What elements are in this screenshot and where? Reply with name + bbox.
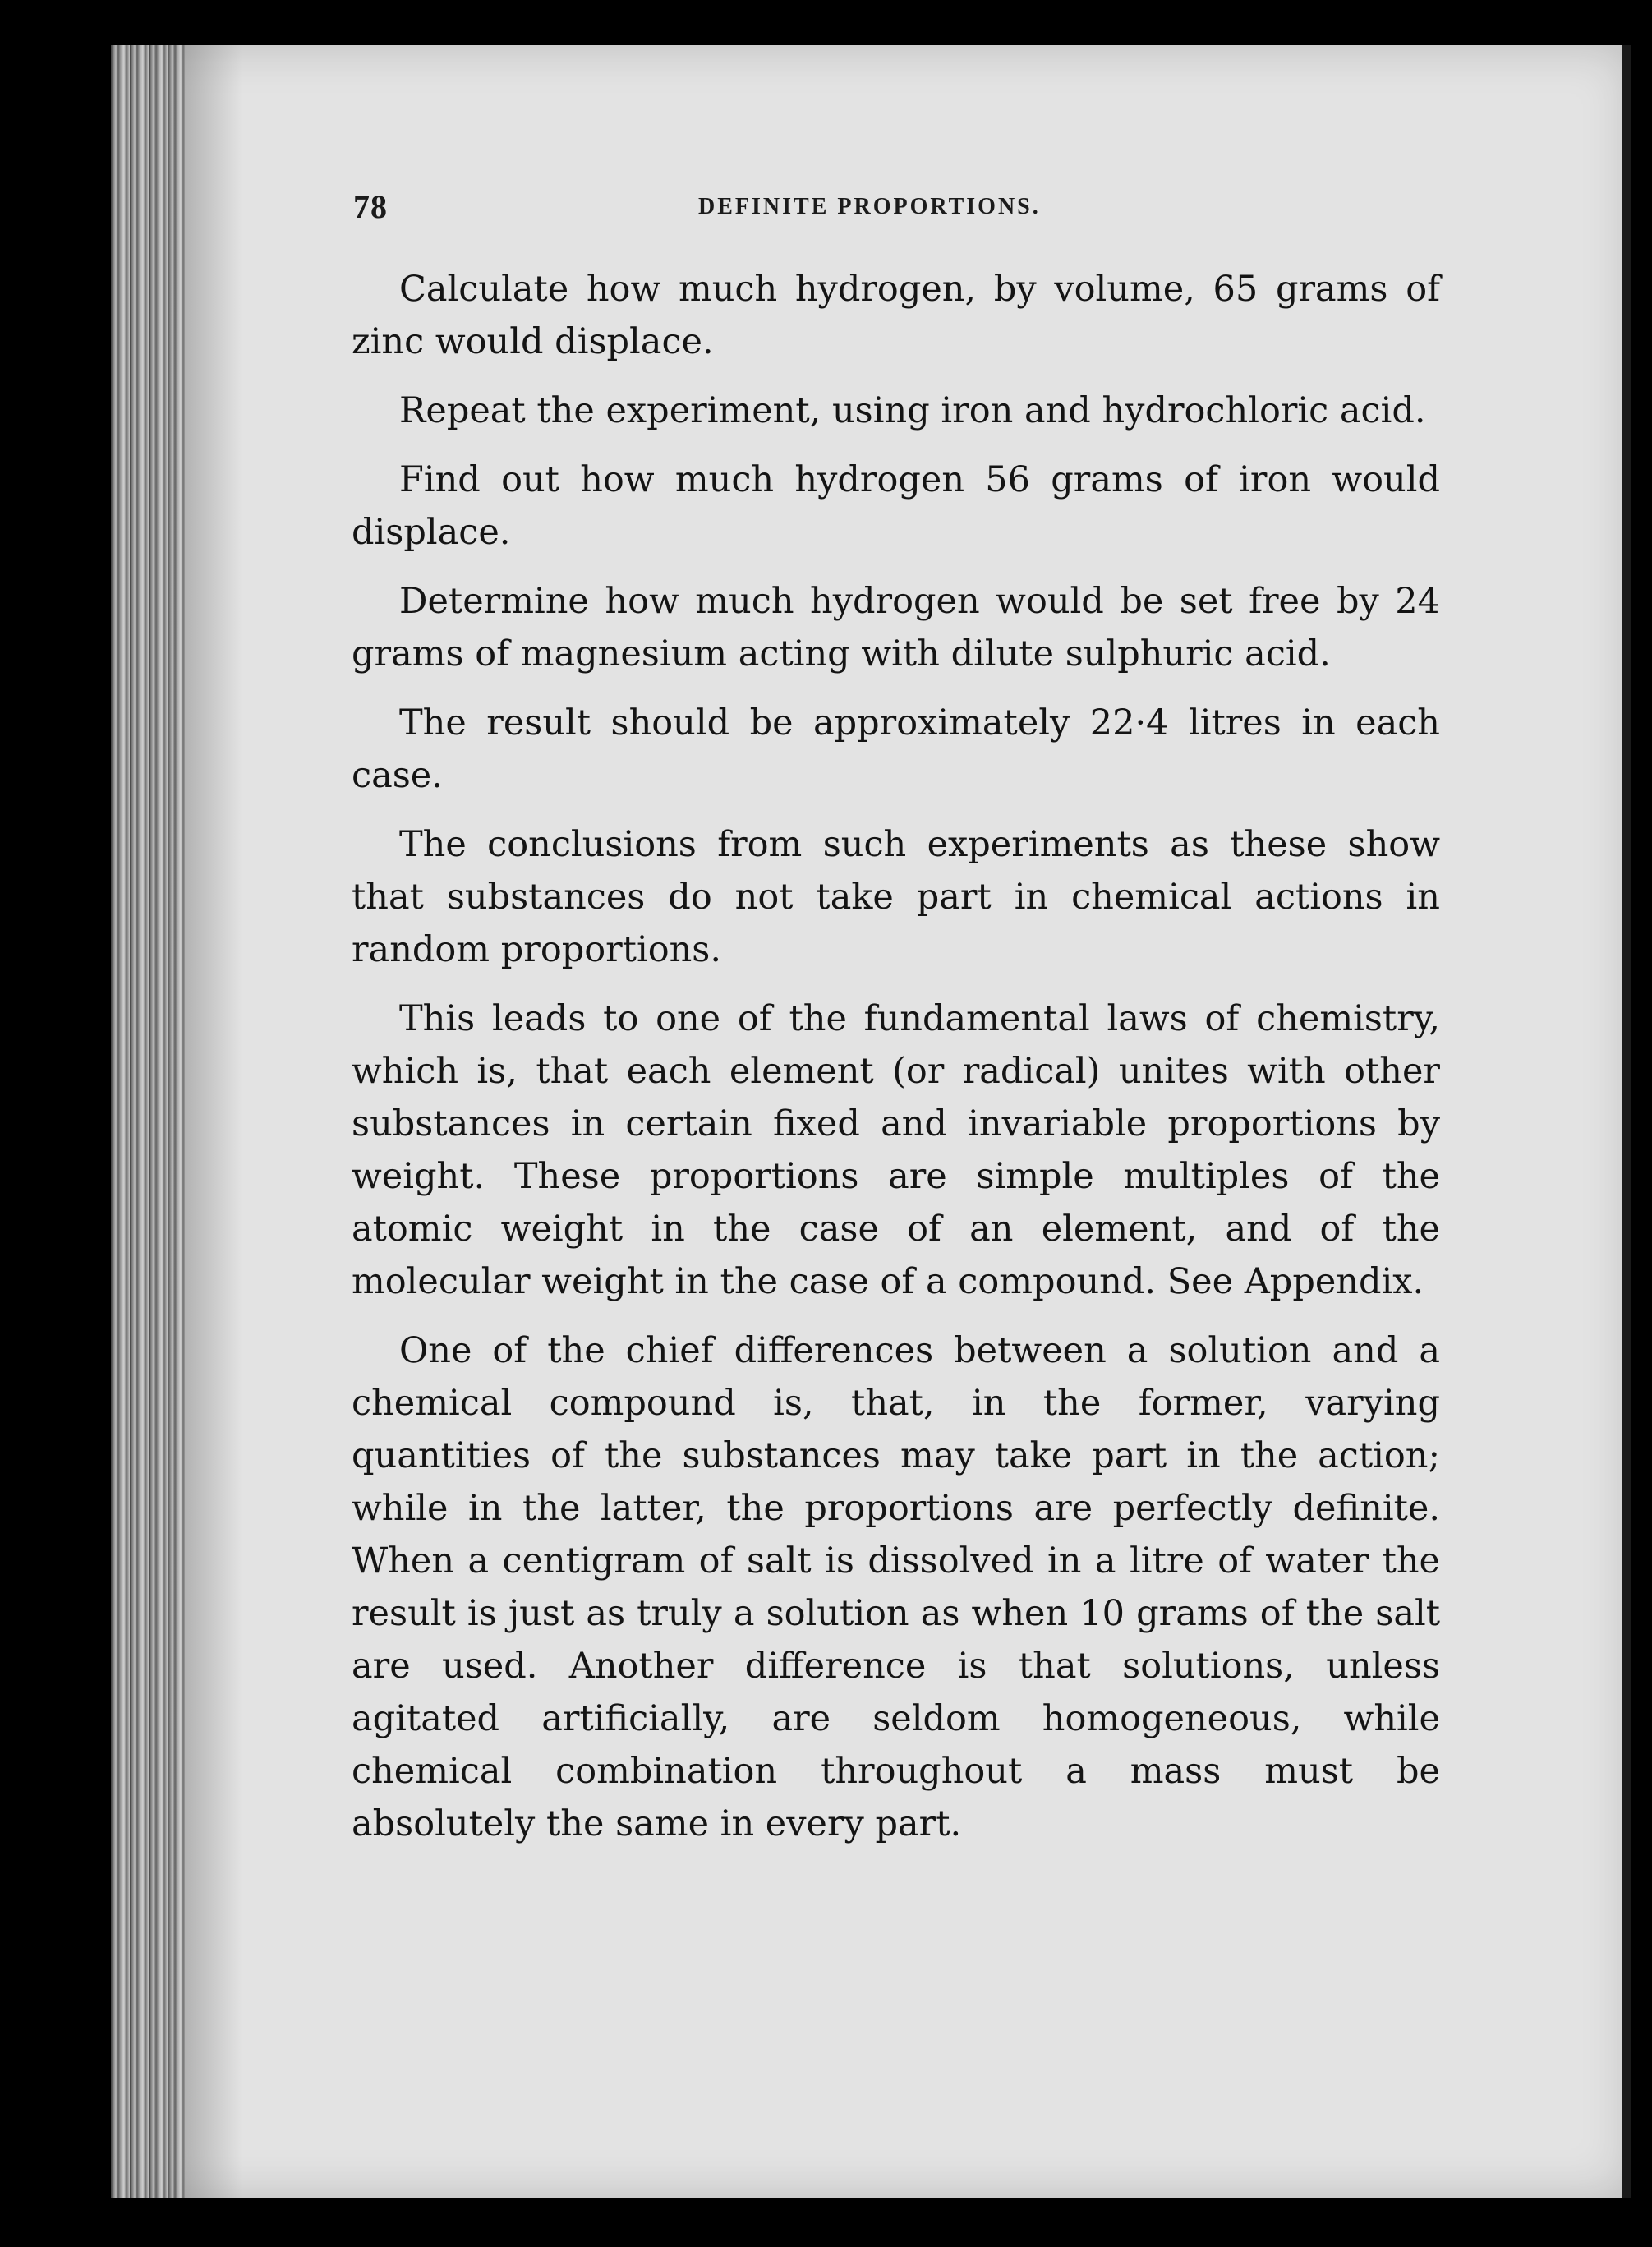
binding-gutter <box>111 45 185 2198</box>
running-title: DEFINITE PROPORTIONS. <box>698 194 1041 219</box>
page-right-edge <box>1622 45 1631 2198</box>
paragraph-1: Calculate how much hydrogen, by volume, 65 grams of zinc would displace. <box>352 269 1440 362</box>
page-number: 78 <box>353 188 388 225</box>
paragraph-7: This leads to one of the fundamental laws of chemistry, which is, that each element (or radical) unites with other substances in certain fixed and invariable proportions by weight. These proportions are simple multiples of the atomic weight in the case of an element, and of the molecular weight in the case of a compound. See Appendix. <box>352 998 1440 1302</box>
page-body <box>352 263 1440 1867</box>
running-head <box>353 187 1446 228</box>
paragraph-8: One of the chief differences between a solution and a chemical compound is, that, in the former, varying quantities of the substances may take part in the action; while in the latter, the proportions are perfectly definite. When a centigram of salt is dissolved in a litre of water the result is just as truly a solution as when 10 grams of the salt are used. Another difference is that solutions, unless agitated artificially, are seldom homogeneous, while chemical combination throughout a mass must be absolutely the same in every part. <box>352 1330 1440 1844</box>
paragraph-4: Determine how much hydrogen would be set free by 24 grams of magnesium acting with dilute sulphuric acid. <box>352 581 1440 675</box>
paragraph-5: The result should be approximately 22·4 litres in each case. <box>352 702 1440 796</box>
paragraph-2: Repeat the experiment, using iron and hydrochloric acid. <box>399 390 1426 431</box>
paragraph-6: The conclusions from such experiments as these show that substances do not take part in chemical actions in random proportions. <box>352 824 1440 970</box>
paragraph-3: Find out how much hydrogen 56 grams of iron would displace. <box>352 459 1440 553</box>
gutter-shadow <box>185 45 242 2198</box>
